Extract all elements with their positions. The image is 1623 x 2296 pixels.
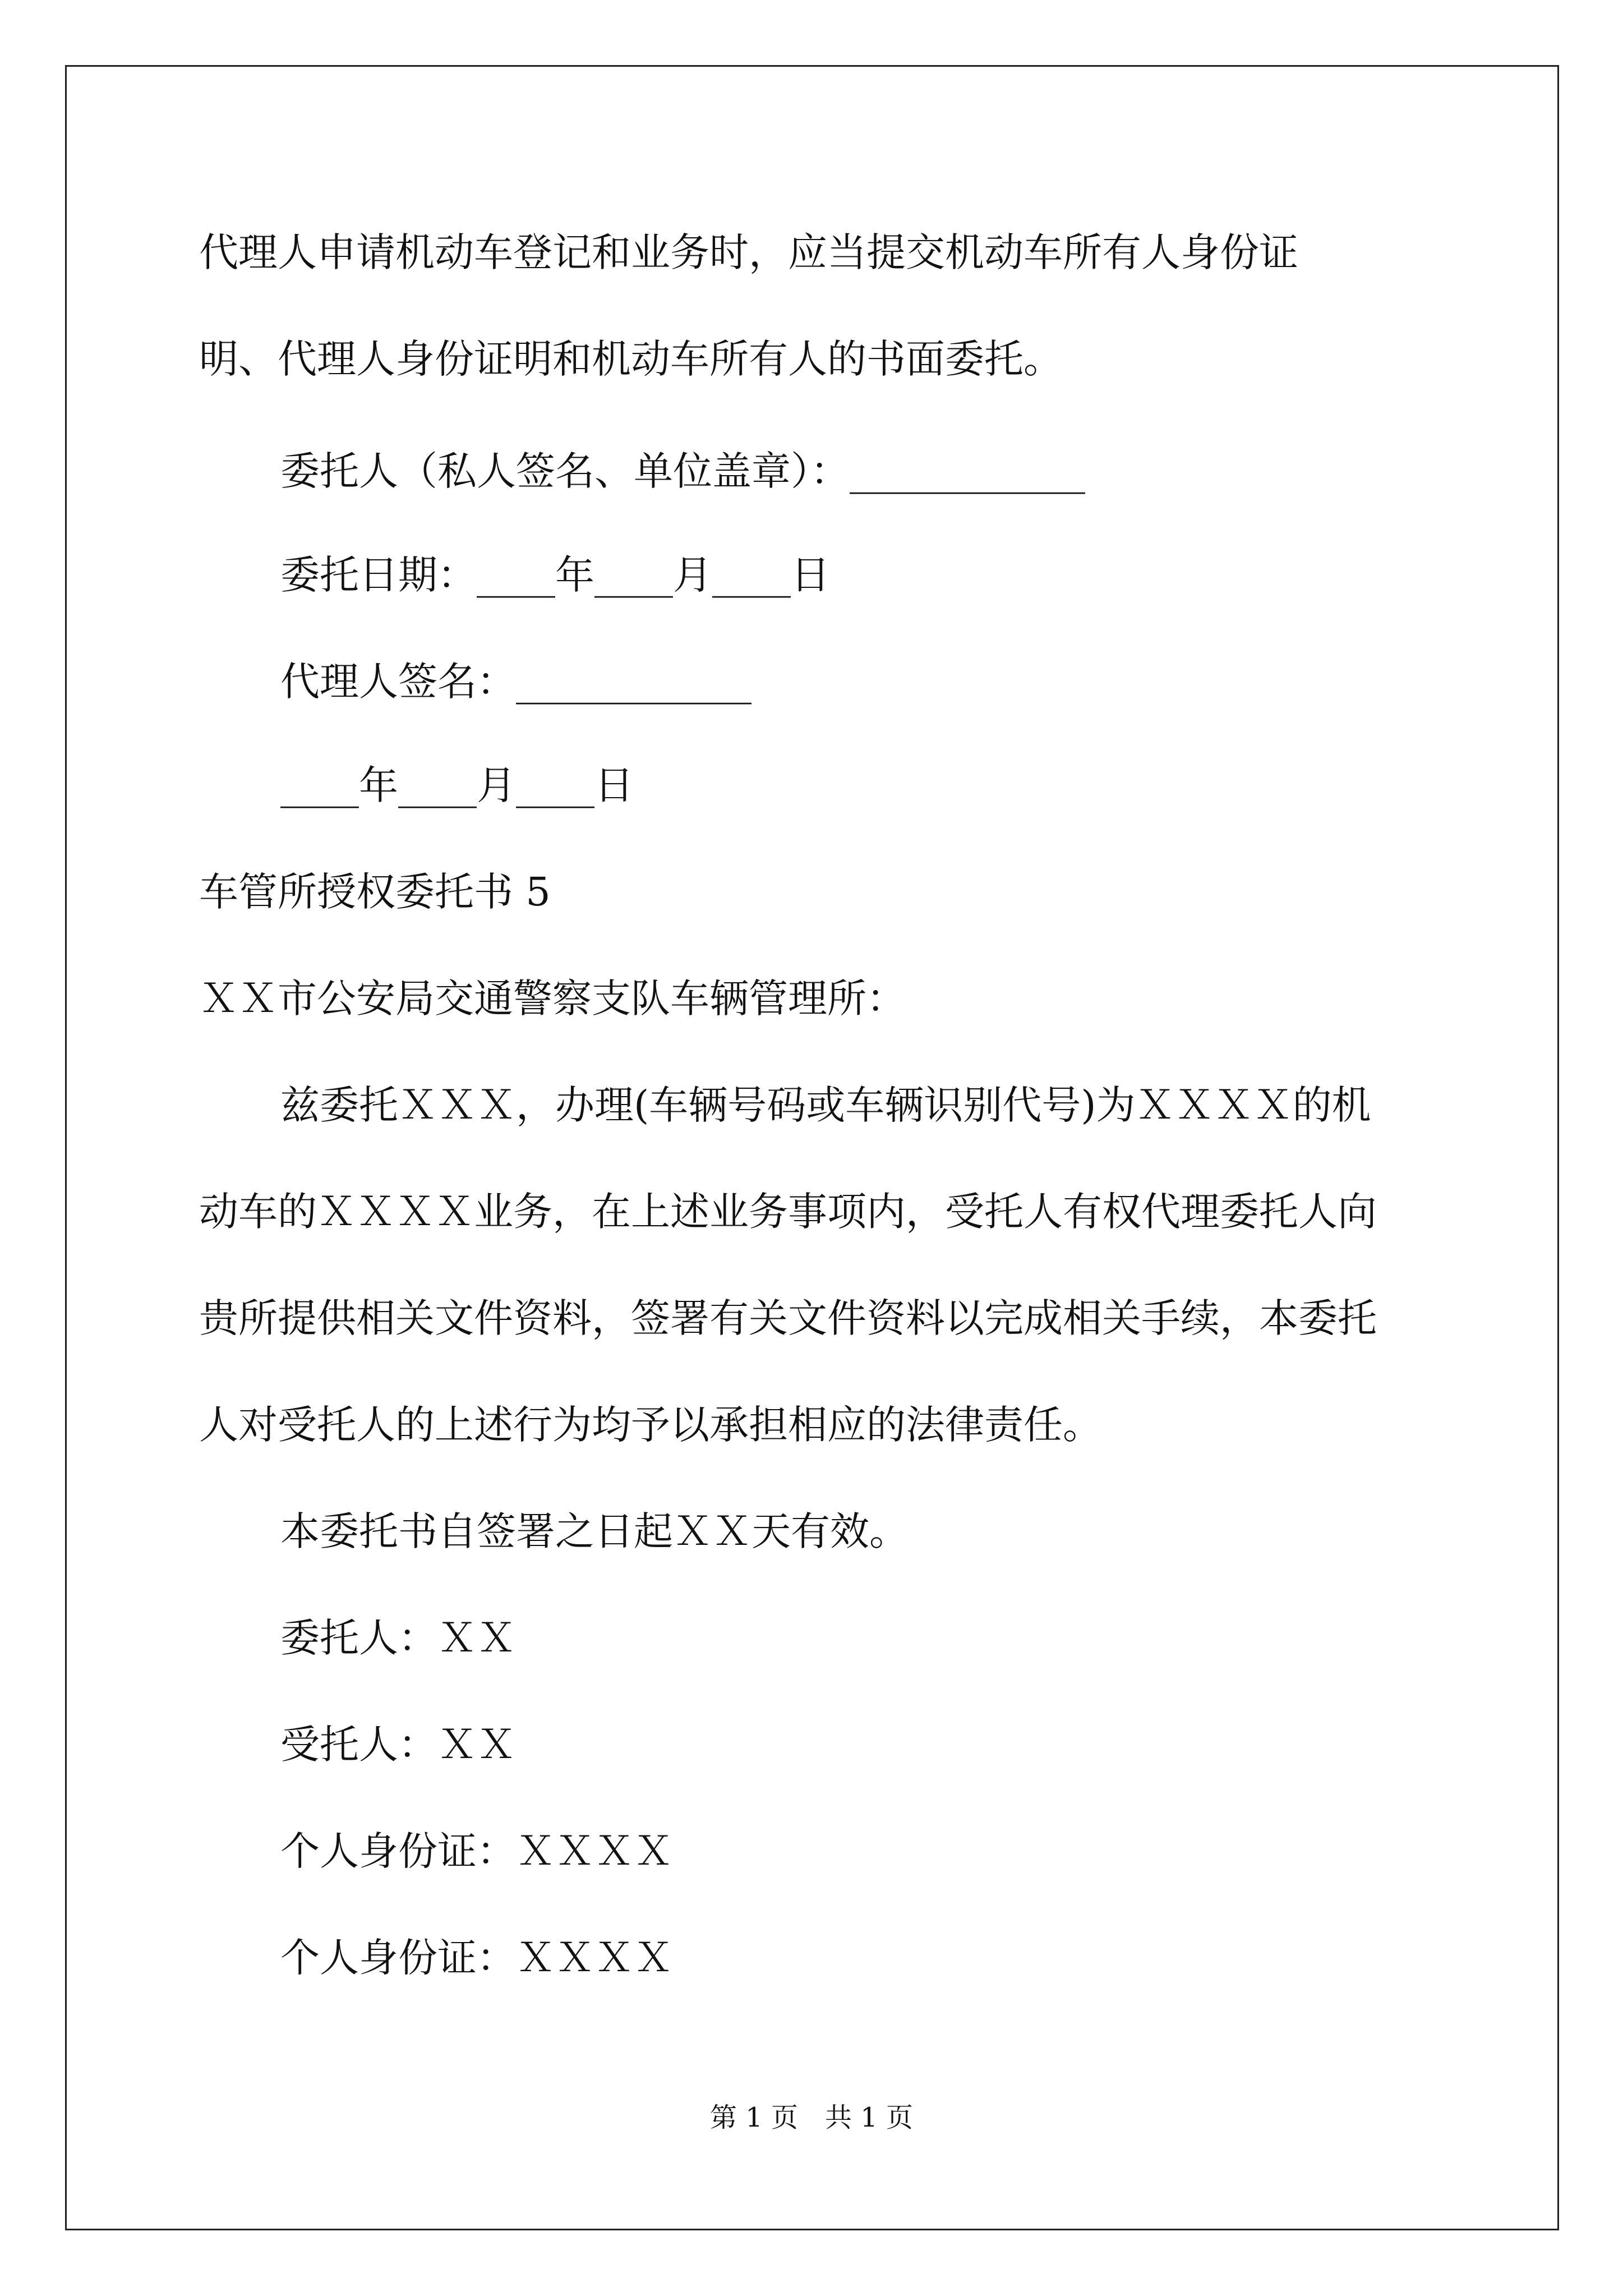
addressee-line: ＸＸ市公安局交通警察支队车辆管理所： — [199, 976, 906, 1022]
page-border — [65, 65, 1559, 2230]
body-paragraph-line: 贵所提供相关文件资料，签署有关文件资料以完成相关手续，本委托 — [199, 1295, 1377, 1341]
section-title: 车管所授权委托书 5 — [199, 869, 551, 915]
agent-date-line: ____年____月____日 — [280, 762, 634, 808]
agent-line: 受托人：ＸＸ — [280, 1722, 516, 1768]
id-card-line: 个人身份证：ＸＸＸＸ — [280, 1828, 673, 1874]
body-paragraph-line: 动车的ＸＸＸＸ业务，在上述业务事项内，受托人有权代理委托人向 — [199, 1189, 1377, 1235]
page-footer: 第 1 页 共 1 页 — [709, 2102, 914, 2133]
principal-signature-line: 委托人（私人签名、单位盖章）：____________ — [280, 448, 1085, 494]
agent-signature-line: 代理人签名：____________ — [280, 659, 751, 705]
body-paragraph-line: 明、代理人身份证明和机动车所有人的书面委托。 — [199, 336, 1063, 382]
principal-line: 委托人：ＸＸ — [280, 1615, 516, 1661]
id-card-line: 个人身份证：ＸＸＸＸ — [280, 1935, 673, 1981]
body-paragraph-line: 代理人申请机动车登记和业务时，应当提交机动车所有人身份证 — [199, 229, 1298, 275]
body-paragraph-line: 兹委托ＸＸＸ，办理(车辆号码或车辆识别代号)为ＸＸＸＸ的机 — [280, 1082, 1371, 1128]
validity-line: 本委托书自签署之日起ＸＸ天有效。 — [280, 1508, 909, 1554]
body-paragraph-line: 人对受托人的上述行为均予以承担相应的法律责任。 — [199, 1402, 1102, 1448]
entrust-date-line: 委托日期：____年____月____日 — [280, 552, 830, 598]
